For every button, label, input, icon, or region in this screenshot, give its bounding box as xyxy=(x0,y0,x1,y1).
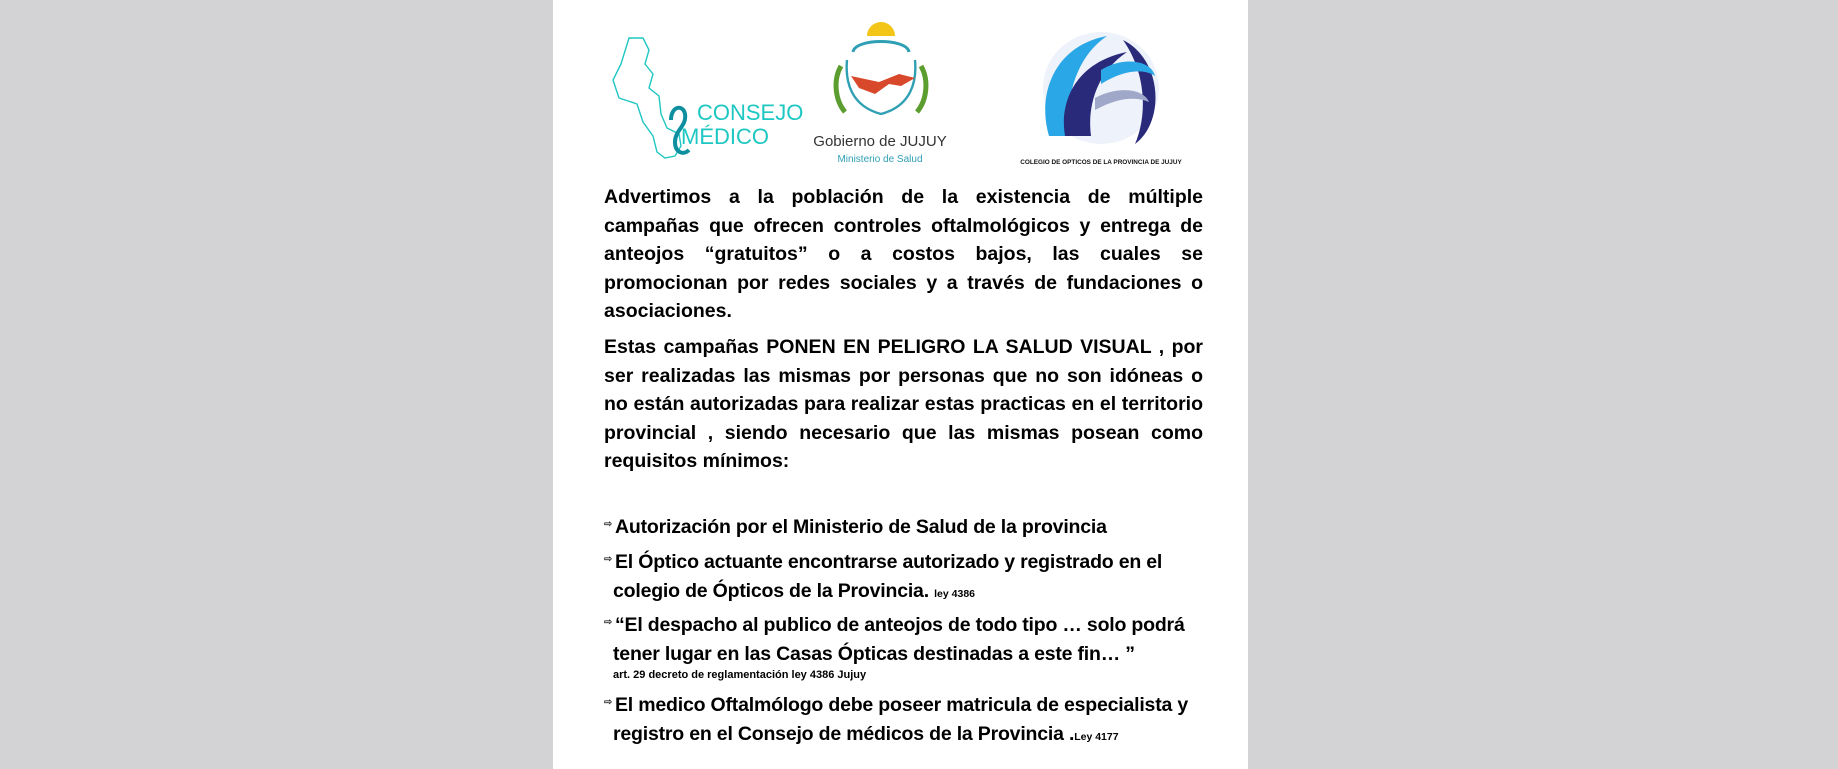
consejo-medico-logo xyxy=(609,34,804,164)
warning-paragraph: Advertimos a la población de la existencia de múltiple campañas que ofrecen controles oftalmológicos y entrega de anteojos “gratuitos” o a costos bajos, las cuales se promocionan por redes sociales y a través de fundaciones o asociaciones. xyxy=(604,186,1203,322)
colegio-caption: COLEGIO DE OPTICOS DE LA PROVINCIA DE JUJUY xyxy=(1020,159,1182,166)
consejo-line2: MÉDICO xyxy=(681,124,769,149)
decree-reference: art. 29 decreto de reglamentación ley 4386 Jujuy xyxy=(613,669,867,681)
law-reference: ley 4386 xyxy=(934,587,976,600)
law-reference: Ley 4177 xyxy=(1074,730,1119,743)
requirement-text: registro en el Consejo de médicos de la Provincia . xyxy=(613,722,1075,745)
requirement-text: El medico Oftalmólogo debe poseer matricula de especialista y xyxy=(615,694,1188,716)
requirement-text: colegio de Ópticos de la Provincia. xyxy=(613,579,929,602)
arrow-bullet-icon: ⇨ xyxy=(604,697,613,708)
gobierno-ministry: Ministerio de Salud xyxy=(837,154,923,165)
consejo-line1: CONSEJO xyxy=(697,100,804,125)
list-item xyxy=(604,513,1107,542)
gobierno-jujuy-logo xyxy=(815,22,945,168)
requirement-text: “El despacho al publico de anteojos de todo tipo … solo podrá xyxy=(615,614,1185,636)
list-item xyxy=(604,548,1215,608)
gobierno-name: Gobierno de JUJUY xyxy=(813,133,947,150)
colegio-opticos-logo xyxy=(1020,26,1182,170)
requirement-text: tener lugar en las Casas Ópticas destinadas a este fin… ” xyxy=(613,642,1135,665)
requirement-text: El Óptico actuante encontrarse autorizado y registrado en el xyxy=(615,551,1163,573)
arrow-bullet-icon: ⇨ xyxy=(604,617,613,628)
document-page xyxy=(553,0,1248,769)
logo-row xyxy=(553,0,1248,175)
danger-paragraph: Estas campañas PONEN EN PELIGRO LA SALUD VISUAL , por ser realizadas las mismas por personas que no son idóneas o no están autorizadas para realizar estas practicas en el territorio provincial , siendo necesario que las mismas posean como requisitos mínimos: xyxy=(604,336,1203,472)
list-item xyxy=(604,691,1255,751)
requirement-text: Autorización por el Ministerio de Salud de la provincia xyxy=(615,516,1107,538)
arrow-bullet-icon: ⇨ xyxy=(604,554,613,565)
arrow-bullet-icon: ⇨ xyxy=(604,519,613,530)
list-item xyxy=(604,611,1215,682)
